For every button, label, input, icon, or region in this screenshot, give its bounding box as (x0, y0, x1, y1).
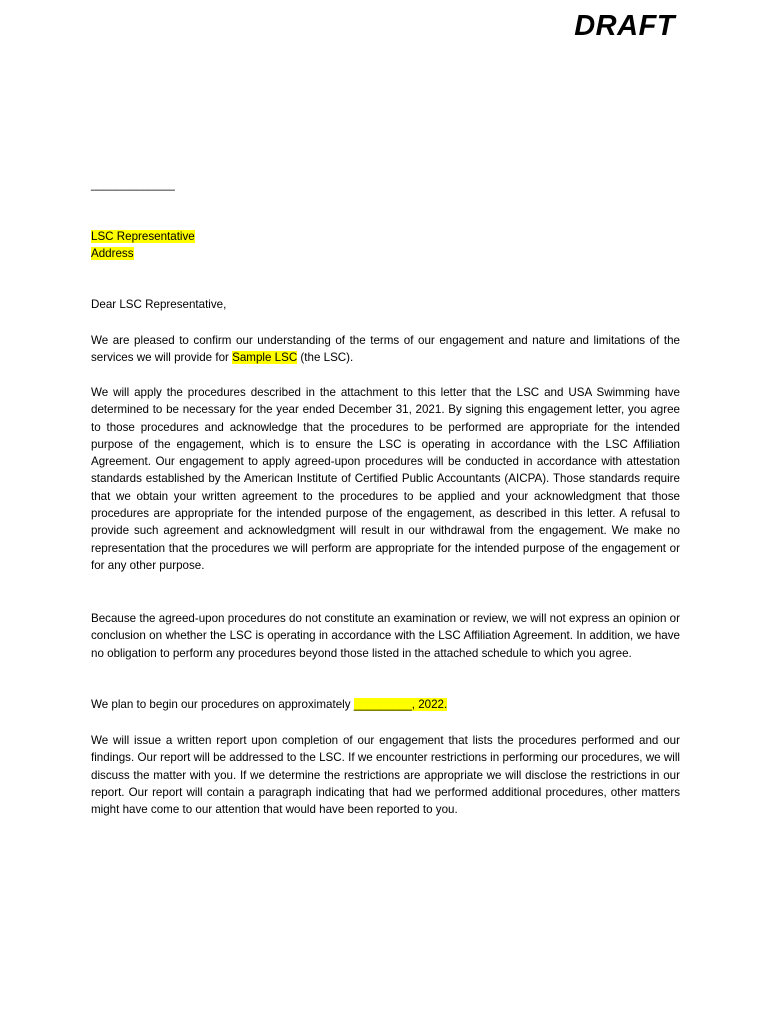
client-name-highlight: Sample LSC (232, 351, 298, 365)
paragraph-procedures: We will apply the procedures described in the attachment to this letter that the LSC and USA Swimming have determined to be necessary for the year ended December 31, 2021. By signing this engagement letter, you agree to those procedures and acknowledge that the procedures to be performed are appropriate for the intended purpose of the engagement, which is to ensure the LSC is operating in accordance with the LSC Affiliation Agreement. Our engagement to apply agreed-upon procedures will be conducted in accordance with attestation standards established by the American Institute of Certified Public Accountants (AICPA). Those standards require that we obtain your written agreement to the procedures to be applied and your acknowledgment that those procedures are appropriate for the intended purpose of the engagement, as described in this letter. A refusal to provide such agreement and acknowledgment will result in our withdrawal from the engagement. We make no representation that the procedures we will perform are appropriate for the intended purpose of the engagement or for any other purpose. (91, 386, 680, 572)
recipient-block (91, 228, 680, 263)
start-date-highlight: _________, 2022. (353, 698, 448, 711)
paragraph-report: We will issue a written report upon completion of our engagement that lists the procedures performed and our findings. Our report will be addressed to the LSC. If we encounter restrictions in performing our procedures, we will discuss the matter with you. If we determine the restrictions are appropriate we will disclose the restrictions in our report. Our report will contain a paragraph indicating that had we performed additional procedures, other matters might have come to our attention that would have been reported to you. (91, 734, 680, 817)
p4-text-before: We plan to begin our procedures on approximately (91, 698, 354, 711)
recipient-address: Address (91, 247, 134, 261)
recipient-name: LSC Representative (91, 230, 195, 243)
p1-text-before: We are pleased to confirm our understanding of the terms of our engagement and nature and limitations of the services we will provide for (91, 334, 680, 365)
date-line: _____________ (91, 178, 175, 191)
paragraph-engagement-intro (91, 332, 680, 367)
paragraph-no-opinion: Because the agreed-upon procedures do not constitute an examination or review, we will not express an opinion or conclusion on whether the LSC is operating in accordance with the LSC Affiliation Agreement. In addition, we have no obligation to perform any procedures beyond those listed in the attached schedule to which you agree. (91, 612, 680, 660)
paragraph-start-date (91, 696, 680, 713)
p1-text-after: (the LSC). (297, 351, 354, 365)
salutation: Dear LSC Representative, (91, 298, 227, 311)
draft-watermark: DRAFT (574, 10, 675, 42)
